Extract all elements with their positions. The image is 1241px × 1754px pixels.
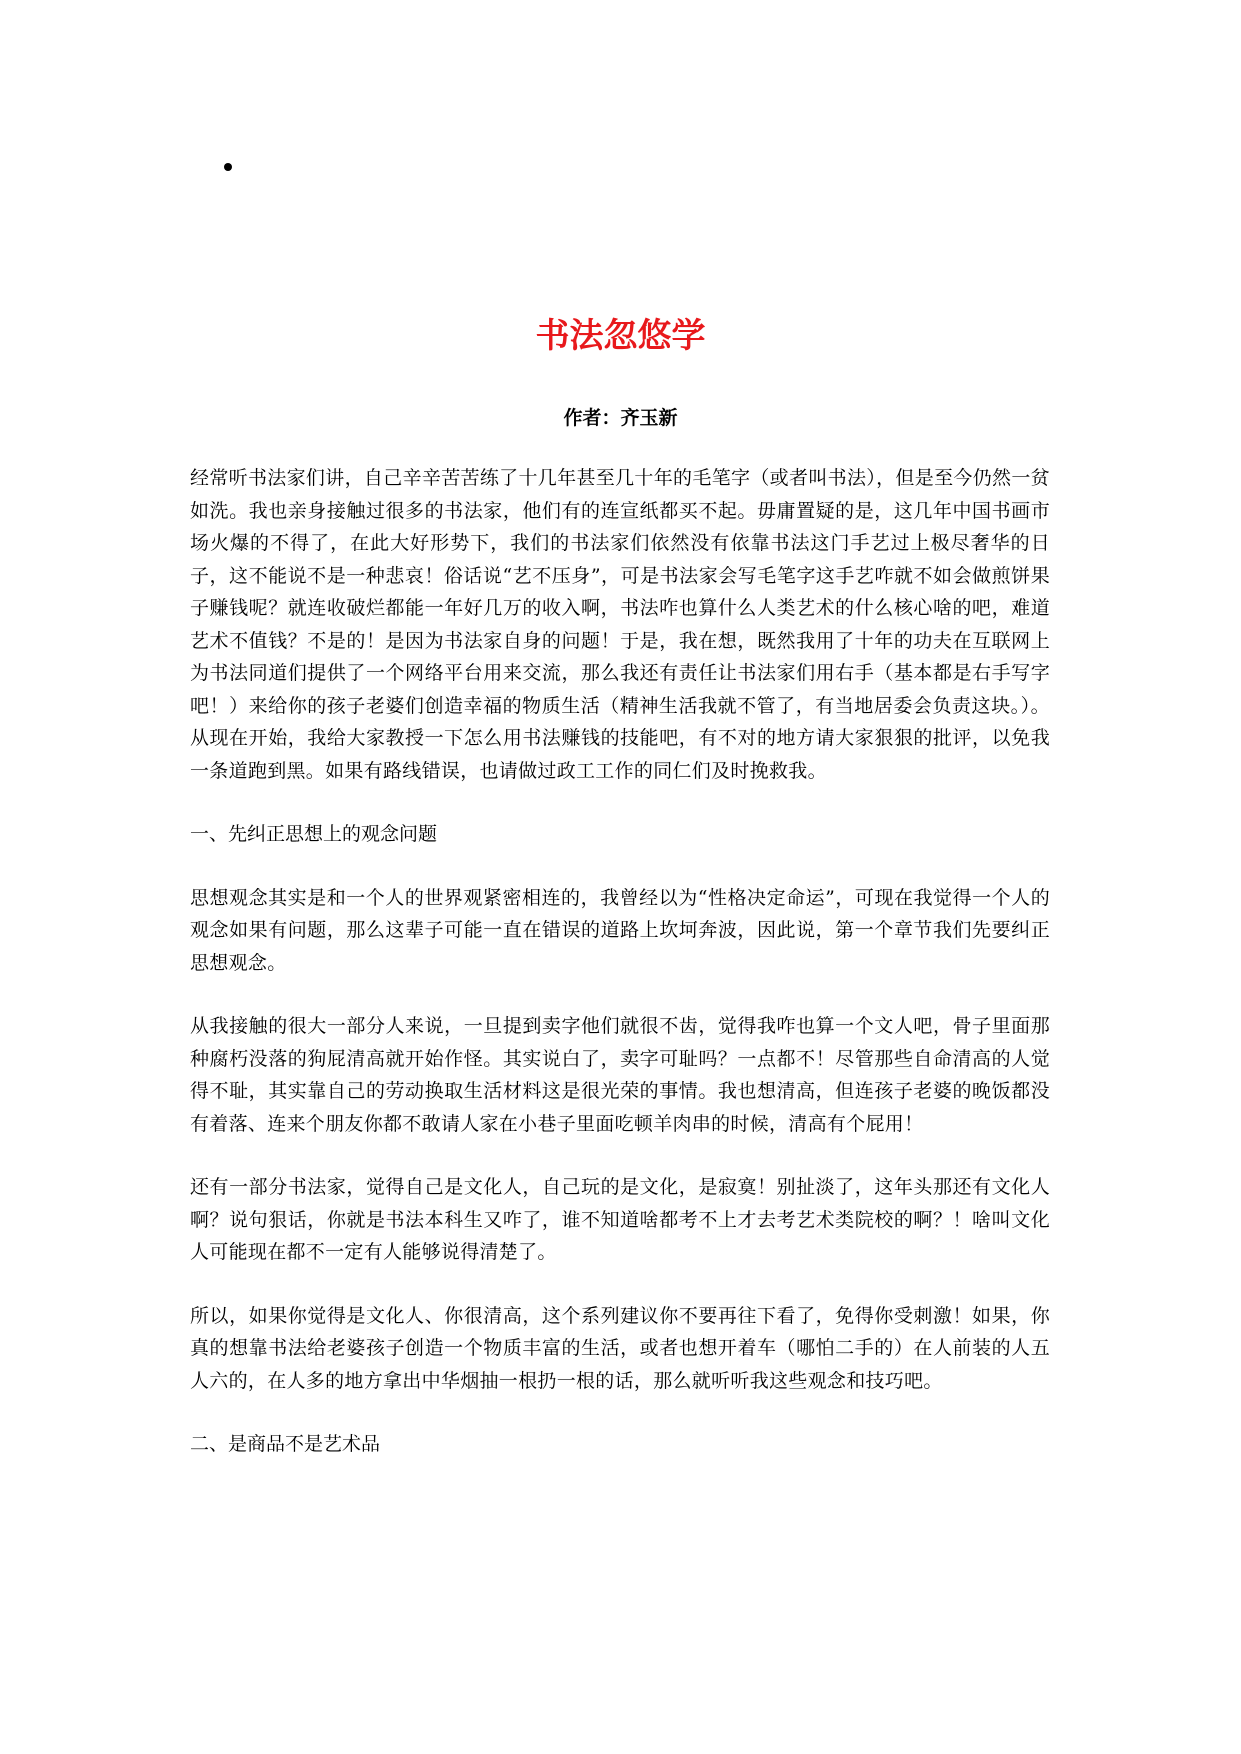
section-heading-1: 一、先纠正思想上的观念问题 bbox=[190, 823, 438, 845]
paragraph: 所以，如果你觉得是文化人、你很清高，这个系列建议你不要再往下看了，免得你受刺激！如果，你真的想靠书法给老婆孩子创造一个物质丰富的生活，或者也想开着车（哪怕二手的）在人前装的人五人六的，在人多的地方拿出中华烟抽一根扔一根的话，那么就听听我这些观念和技巧吧。 bbox=[190, 1304, 1050, 1392]
intro-paragraph: 经常听书法家们讲，自己辛辛苦苦练了十几年甚至几十年的毛笔字（或者叫书法），但是至今仍然一贫如洗。我也亲身接触过很多的书法家，他们有的连宣纸都买不起。毋庸置疑的是，这几年中国书画市场火爆的不得了，在此大好形势下，我们的书法家们依然没有依靠书法这门手艺过上极尽奢华的日子，这不能说不是一种悲哀！俗话说“艺不压身”，可是书法家会写毛笔字这手艺咋就不如会做煎饼果子赚钱呢？就连收破烂都能一年好几万的收入啊，书法咋也算什么人类艺术的什么核心啥的吧，难道艺术不值钱？不是的！是因为书法家自身的问题！于是，我在想，既然我用了十年的功夫在互联网上为书法同道们提供了一个网络平台用来交流，那么我还有责任让书法家们用右手（基本都是右手写字吧！）来给你的孩子老婆们创造幸福的物质生活（精神生活我就不管了，有当地居委会负责这块。）。从现在开始，我给大家教授一下怎么用书法赚钱的技能吧，有不对的地方请大家狠狠的批评，以免我一条道跑到黑。如果有路线错误，也请做过政工工作的同仁们及时挽救我。 bbox=[190, 467, 1050, 782]
section-heading-2: 二、是商品不是艺术品 bbox=[190, 1433, 381, 1455]
paragraph: 从我接触的很大一部分人来说，一旦提到卖字他们就很不齿，觉得我咋也算一个文人吧，骨子里面那种腐朽没落的狗屁清高就开始作怪。其实说白了，卖字可耻吗？一点都不！尽管那些自命清高的人觉得不耻，其实靠自己的劳动换取生活材料这是很光荣的事情。我也想清高，但连孩子老婆的晚饭都没有着落、连来个朋友你都不敢请人家在小巷子里面吃顿羊肉串的时候，清高有个屁用！ bbox=[190, 1015, 1050, 1135]
author-line: 作者：齐玉新 bbox=[563, 407, 678, 429]
article-body bbox=[190, 462, 1050, 1492]
page-title: 书法忽悠学 bbox=[535, 316, 706, 356]
paragraph: 思想观念其实是和一个人的世界观紧密相连的，我曾经以为“性格决定命运”，可现在我觉得一个人的观念如果有问题，那么这辈子可能一直在错误的道路上坎坷奔波，因此说，第一个章节我们先要纠正思想观念。 bbox=[190, 886, 1050, 974]
paragraph: 还有一部分书法家，觉得自己是文化人，自己玩的是文化，是寂寞！别扯淡了，这年头那还有文化人啊？说句狠话，你就是书法本科生又咋了，谁不知道啥都考不上才去考艺术类院校的啊？！啥叫文化人可能现在都不一定有人能够说得清楚了。 bbox=[190, 1176, 1050, 1263]
bullet-icon bbox=[224, 163, 232, 171]
